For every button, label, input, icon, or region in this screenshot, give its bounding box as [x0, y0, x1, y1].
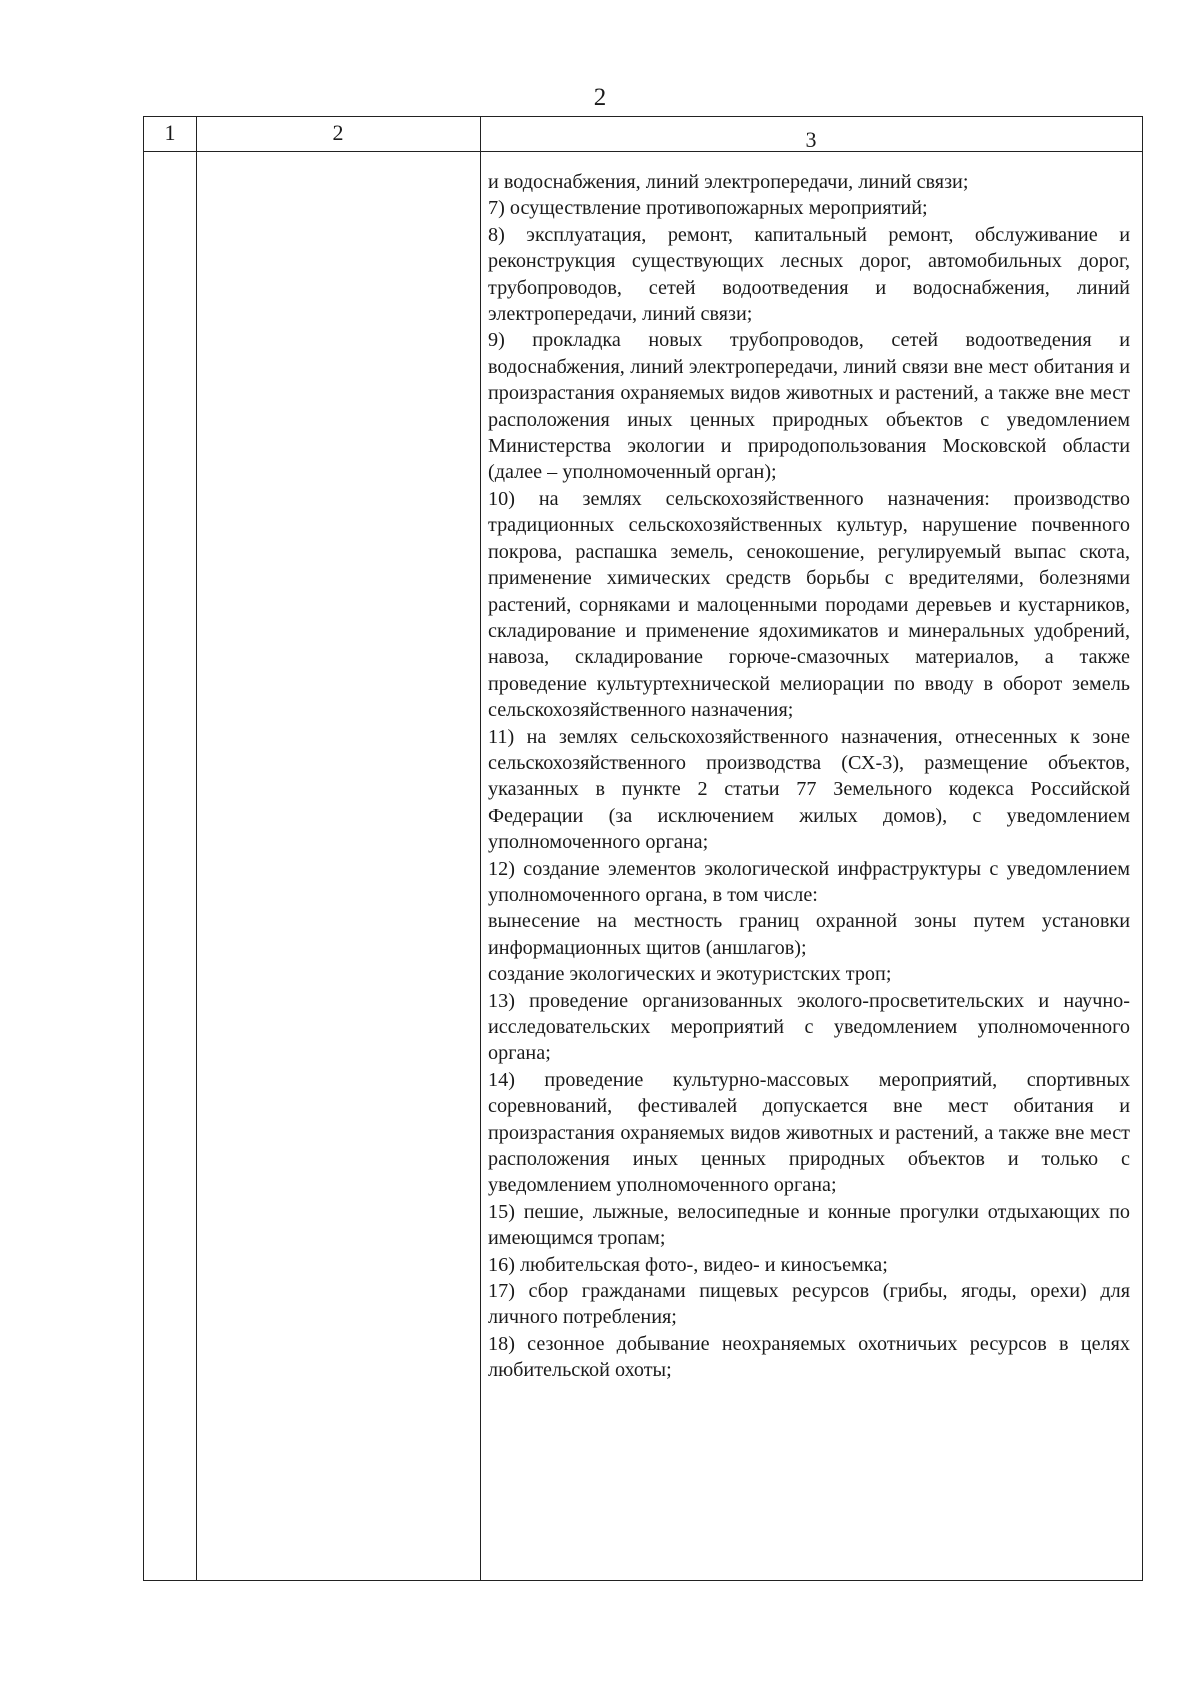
column-3-content	[488, 169, 1130, 1384]
list-item: 8) эксплуатация, ремонт, капитальный ремонт, обслуживание и реконструкция существующих лесных дорог, автомобильных дорог, трубопроводов, сетей водоотведения и водоснабжения, линий электропередачи, линий связи;	[488, 223, 1130, 326]
list-item: 17) сбор гражданами пищевых ресурсов (грибы, ягоды, орехи) для личного потребления;	[488, 1280, 1130, 1329]
list-item: и водоснабжения, линий электропередачи, линий связи;	[488, 171, 969, 193]
column-header-3: 3	[805, 127, 817, 152]
page-number: 2	[593, 84, 607, 111]
list-item: 11) на землях сельскохозяйственного назначения, отнесенных к зоне сельскохозяйственного производства (СХ-3), размещение объектов, указанных в пункте 2 статьи 77 Земельного кодекса Российской Федерации (за исключением жилых домов), с уведомлением уполномоченного органа;	[488, 725, 1130, 854]
column-header-1: 1	[164, 120, 176, 145]
list-item: 13) проведение организованных эколого-просветительских и научно-исследовательских мероприятий с уведомлением уполномоченного органа;	[488, 989, 1130, 1065]
column-divider-1	[196, 117, 197, 1580]
list-item: 14) проведение культурно-массовых мероприятий, спортивных соревнований, фестивалей допускается вне мест обитания и произрастания охраняемых видов животных и растений, а также вне мест расположения иных ценных природных объектов и только с уведомлением уполномоченного органа;	[488, 1068, 1130, 1197]
list-item: создание экологических и экотуристских троп;	[488, 963, 892, 986]
list-item: 9) прокладка новых трубопроводов, сетей водоотведения и водоснабжения, линий электропередачи, линий связи вне мест обитания и произрастания охраняемых видов животных и растений, а также вне мест расположения иных ценных природных объектов с уведомлением Министерства экологии и природопользования Московской области (далее – уполномоченный орган);	[488, 329, 1130, 484]
list-item: 16) любительская фото-, видео- и киносъемка;	[488, 1253, 888, 1276]
list-item: 15) пешие, лыжные, велосипедные и конные прогулки отдыхающих по имеющимся тропам;	[488, 1200, 1130, 1250]
list-item: 10) на землях сельскохозяйственного назначения: производство традиционных сельскохозяйственных культур, нарушение почвенного покрова, распашка земель, сенокошение, регулируемый выпас скота, применение химических средств борьбы с вредителями, болезнями растений, сорняками и малоценными породами деревьев и кустарников, складирование и применение ядохимикатов и минеральных удобрений, навоза, складирование горюче-смазочных материалов, а также проведение культуртехнической мелиорации по вводу в оборот земель сельскохозяйственного назначения;	[488, 487, 1130, 722]
list-item: 12) создание элементов экологической инфраструктуры с уведомлением уполномоченного органа, в том числе:	[488, 857, 1130, 906]
list-item: 18) сезонное добывание неохраняемых охотничьих ресурсов в целях любительской охоты;	[488, 1332, 1130, 1382]
column-header-2: 2	[332, 120, 344, 145]
document-table	[143, 116, 1143, 1581]
list-item: вынесение на местность границ охранной зоны путем установки информационных щитов (аншлагов);	[488, 910, 1130, 959]
list-item: 7) осуществление противопожарных мероприятий;	[488, 197, 928, 220]
column-divider-2	[480, 117, 481, 1580]
